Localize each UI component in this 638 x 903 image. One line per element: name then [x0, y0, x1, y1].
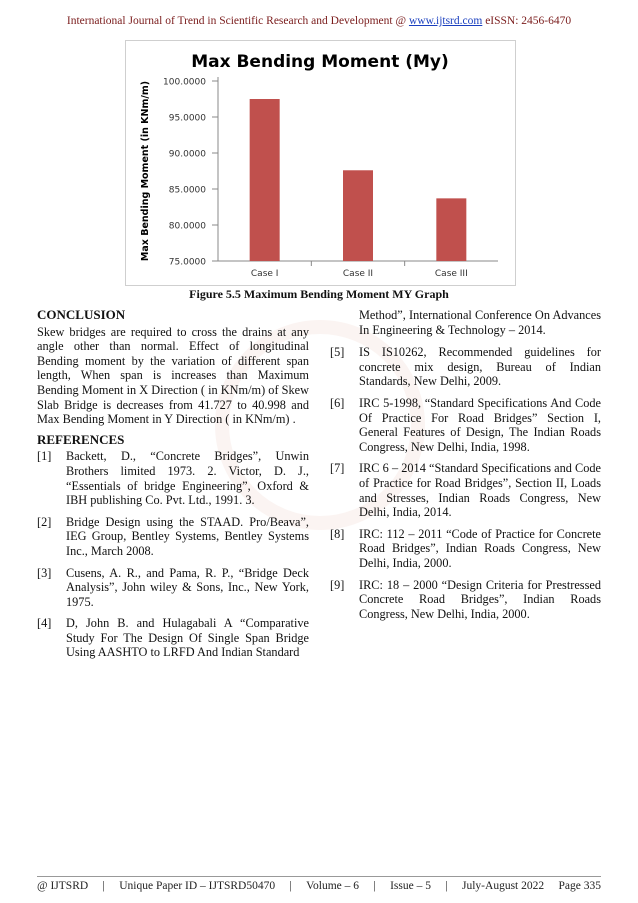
reference-item [37, 566, 309, 610]
y-tick-label: 95.0000 [168, 113, 206, 124]
reference-item [37, 449, 309, 507]
reference-number: [6] [330, 395, 345, 410]
footer-date: July-August 2022 [462, 880, 545, 892]
reference-number: [8] [330, 526, 345, 541]
page-footer [37, 880, 601, 892]
reference-text: IRC: 18 – 2000 “Design Criteria for Prestressed Concrete Road Bridges”, Indian Roads Congress, New Delhi, India, 2000. [359, 577, 601, 621]
reference-text: IS IS10262, Recommended guidelines for concrete mix design, Bureau of Indian Standards, New Delhi, 2009. [359, 345, 601, 389]
x-tick-label: Case III [434, 269, 468, 279]
footer-sep: | [445, 880, 448, 892]
y-tick-label: 85.0000 [168, 185, 206, 196]
reference-number: [4] [37, 616, 52, 631]
reference-item [37, 515, 309, 559]
reference-list-right [330, 345, 601, 621]
journal-link[interactable]: www.ijtsrd.com [408, 15, 483, 27]
x-tick-label: Case I [250, 269, 279, 279]
reference-item [330, 527, 601, 571]
reference-text: Backett, D., “Concrete Bridges”, Unwin Brothers limited 1973. 2. Victor, D. J., “Essentials of bridge Engineering”, Oxford & IBH publishing Co. Pvt. Ltd., 1991. 3. [66, 449, 309, 508]
reference-continuation: Method”, International Conference On Advances In Engineering & Technology – 2014. [359, 308, 601, 337]
header-suffix: eISSN: 2456-6470 [482, 15, 572, 27]
reference-item [330, 396, 601, 454]
footer-sep: | [373, 880, 376, 892]
references-heading: REFERENCES [37, 431, 125, 447]
reference-text: D, John B. and Hulagabali A “Comparative Study For The Design Of Single Span Bridge Using AASHTO to LRFD And Indian Standard [66, 616, 309, 660]
footer-issue: Issue – 5 [390, 880, 431, 892]
reference-number: [5] [330, 345, 345, 360]
footer-rule [37, 876, 601, 877]
bar-case-i [250, 99, 280, 261]
reference-text: IRC 5-1998, “Standard Specifications And Code Of Practice For Road Bridges” Section I, General Features of Design, The Indian Roads Congress, New Delhi, India, 1998. [359, 395, 601, 454]
reference-item [330, 345, 601, 389]
reference-text: Bridge Design using the STAAD. Pro/Beava”, IEG Group, Bentley Systems, Bentley Systems Inc., March 2008. [66, 514, 309, 558]
footer-volume: Volume – 6 [306, 880, 359, 892]
running-header [0, 15, 638, 27]
reference-number: [7] [330, 461, 345, 476]
reference-text: IRC 6 – 2014 “Standard Specifications and Code of Practice for Road Bridges”, Section II, Loads and Stresses, Indian Roads Congress, New Delhi, India, 2014. [359, 461, 601, 520]
footer-journal: @ IJTSRD [37, 880, 89, 892]
bar-chart [125, 40, 516, 286]
y-axis-label: Max Bending Moment (in KNm/m) [140, 80, 151, 262]
right-column [330, 308, 601, 628]
chart-svg [126, 41, 515, 285]
reference-item [330, 578, 601, 622]
reference-list-left [37, 449, 309, 660]
reference-item [37, 616, 309, 660]
footer-sep: | [102, 880, 105, 892]
reference-number: [9] [330, 577, 345, 592]
y-tick-label: 100.0000 [163, 77, 206, 88]
footer-paper-id: Unique Paper ID – IJTSRD50470 [119, 880, 276, 892]
chart-title: Max Bending Moment (My) [191, 52, 449, 72]
reference-text: Cusens, A. R., and Pama, R. P., “Bridge Deck Analysis”, John wiley & Sons, Inc., New York, 1975. [66, 565, 309, 609]
y-tick-label: 90.0000 [168, 149, 206, 160]
conclusion-text: Skew bridges are required to cross the drains at any angle other than normal. Effect of longitudinal Bending moment by the variation of different span length, When span is increases than Maximum Bending Moment in X Direction ( in KNm/m) of Skew Slab Bridge is decreases from 41.727 to 40.998 and Max Bending Moment in Y Direction ( in KNm/m) . [37, 324, 309, 427]
bar-case-iii [436, 198, 466, 261]
conclusion-heading: CONCLUSION [37, 307, 126, 322]
reference-number: [2] [37, 514, 52, 529]
figure-caption: Figure 5.5 Maximum Bending Moment MY Graph [189, 287, 449, 301]
y-tick-label: 80.0000 [168, 221, 206, 232]
footer-page: Page 335 [558, 880, 601, 892]
reference-number: [3] [37, 565, 52, 580]
footer-sep: | [289, 880, 292, 892]
reference-number: [1] [37, 449, 52, 464]
reference-item [330, 461, 601, 519]
y-tick-label: 75.0000 [168, 257, 206, 268]
x-tick-label: Case II [342, 269, 374, 279]
reference-text: IRC: 112 – 2011 “Code of Practice for Concrete Road Bridges”, Indian Roads Congress, New Delhi, India, 2000. [359, 526, 601, 570]
header-prefix: International Journal of Trend in Scientific Research and Development @ [66, 15, 409, 27]
left-column [37, 308, 309, 667]
bar-case-ii [343, 170, 373, 261]
